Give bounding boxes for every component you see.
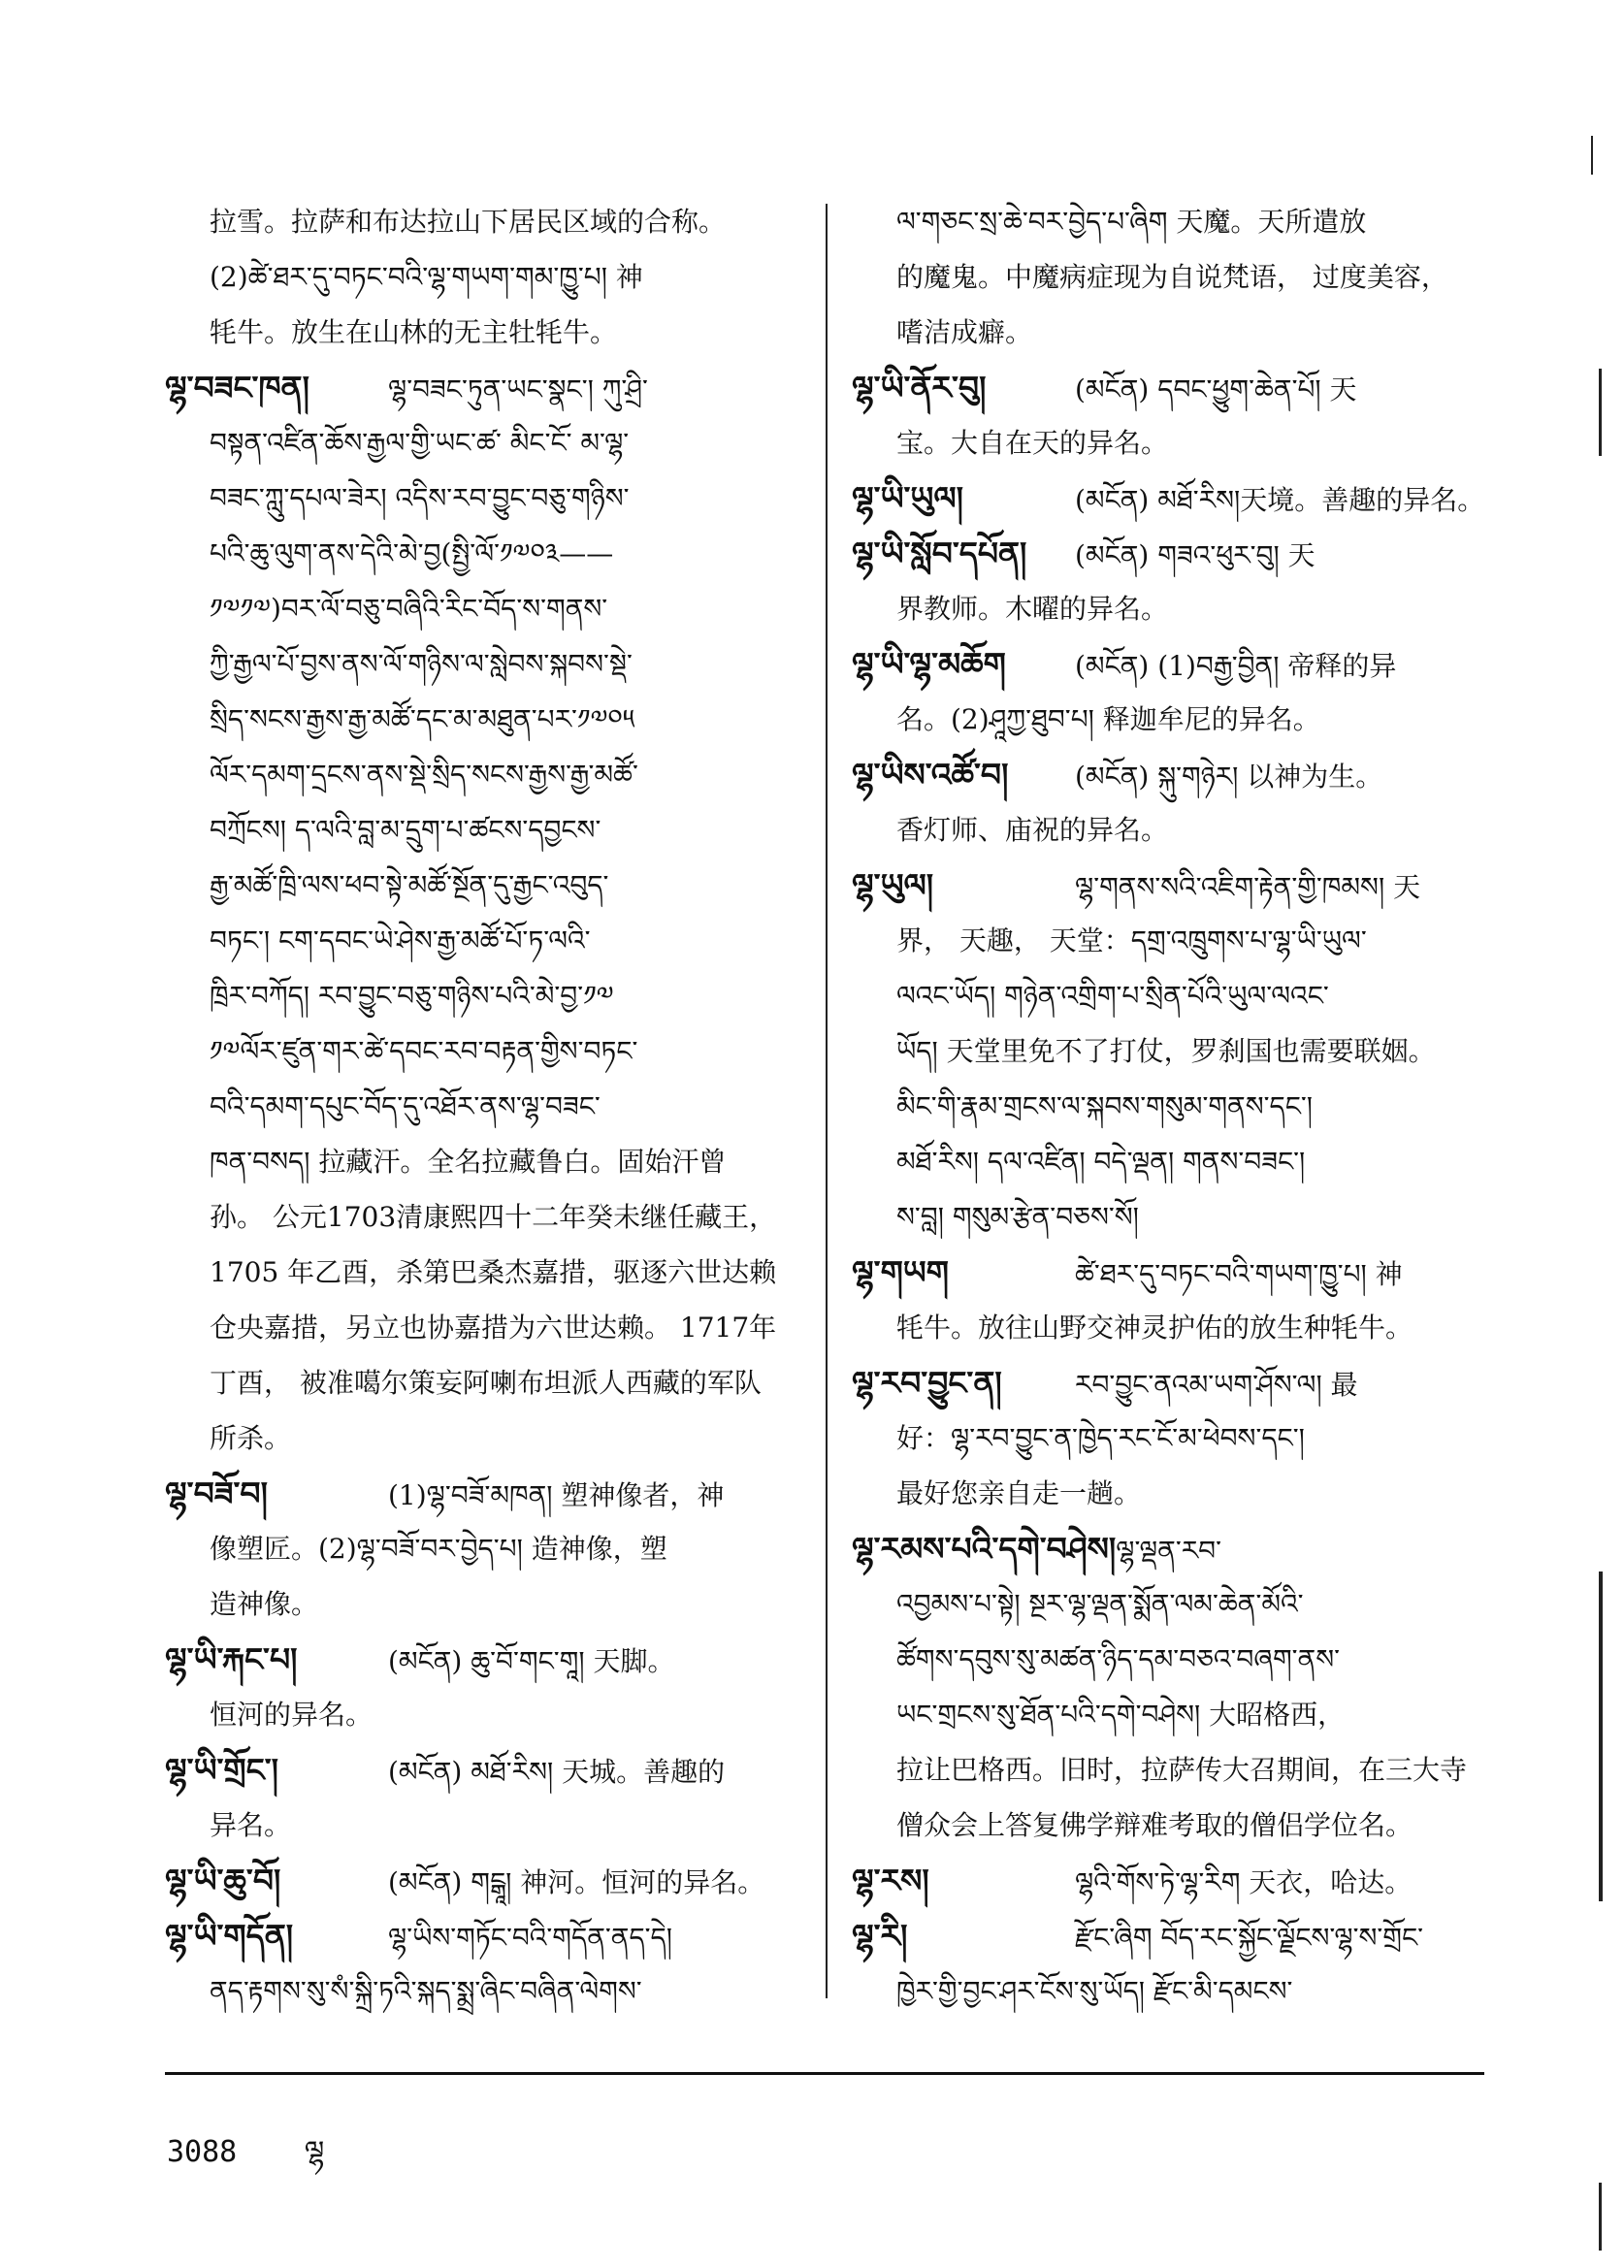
text-line: [165, 249, 810, 305]
text-line: [165, 1576, 810, 1632]
headword: ལྷ་ཡིས་འཚོ་བ།: [852, 756, 1009, 794]
definition-text: ལྷའི་གོས་ཏེ་ལྷ་རིག 天衣，哈达。: [1075, 1866, 1413, 1898]
text-line: [165, 1963, 810, 2019]
footer-rule: [165, 2072, 1484, 2075]
headword: ལྷ་ཡི་ནོར་བུ།: [852, 369, 987, 406]
text-line: [852, 692, 1504, 747]
definition-text: 恒河的异名。: [210, 1699, 374, 1731]
entry-line: [165, 1742, 810, 1798]
text-line: [852, 581, 1504, 636]
text-line: [165, 1079, 810, 1134]
text-line: [165, 305, 810, 360]
entry-line: [165, 360, 810, 415]
definition-text: 界， 天趣， 天堂：དགྲ་འཁྲུགས་པ་ལྷ་ཡི་ཡུལ་: [896, 924, 1367, 956]
definition-text: (མངོན) (1)བརྒྱ་བྱིན། 帝释的异: [1075, 650, 1397, 682]
definition-text: པའི་ཆུ་ལུག་ནས་དེའི་མེ་བྱ(སྤྱི་ལོ་༡༧༠༣——: [210, 537, 614, 569]
text-line: [165, 470, 810, 526]
definition-text: ལྷ་ལྡན་རབ་: [1116, 1535, 1221, 1567]
entry-line: [165, 1853, 810, 1908]
definition-text: འབྱམས་པ་སྟེ། སྔར་ལྷ་ལྡན་སྨོན་ལམ་ཆེན་མོའི་: [896, 1588, 1304, 1620]
entry-line: [852, 470, 1504, 526]
text-line: [852, 249, 1504, 305]
text-line: [852, 1576, 1504, 1632]
scan-mark: [1591, 136, 1593, 175]
definition-text: 牦牛。放往山野交神灵护佑的放生种牦牛。: [896, 1312, 1413, 1344]
definition-text: མཐོ་རིས། དལ་འཛིན། བདེ་ལྡན། གནས་བཟང་།: [896, 1146, 1306, 1178]
definition-text: སྲིད་སངས་རྒྱས་རྒྱ་མཚོ་དང་མ་མཐུན་པར་༡༧༠༥: [210, 703, 635, 735]
definition-text: (མངོན) སྐུ་གཉེར། 以神为生。: [1075, 761, 1383, 793]
text-line: [165, 1134, 810, 1189]
definition-text: 牦牛。放生在山林的无主牡牦牛。: [210, 316, 618, 348]
definition-text: མིང་གི་རྣམ་གྲངས་ལ་སྐབས་གསུམ་གནས་དང་།: [896, 1090, 1313, 1122]
text-line: [852, 1632, 1504, 1687]
text-line: [852, 802, 1504, 858]
headword: ལྷ་གཡག: [852, 1253, 949, 1291]
definition-text: 嗜洁成癖。: [896, 316, 1033, 348]
entry-line: [852, 636, 1504, 692]
definition-text: ༡༧༡༧)བར་ལོ་བཅུ་བཞིའི་རིང་བོད་ས་གནས་: [210, 593, 608, 625]
definition-text: (མངོན) མཐོ་རིས།天境。善趣的异名。: [1075, 484, 1485, 516]
definition-text: 界教师。木曜的异名。: [896, 593, 1169, 625]
text-line: [165, 1023, 810, 1079]
definition-text: ཁྱེར་གྱི་བྱང་ཤར་ངོས་སུ་ཡོད། རྫོང་མི་དམངས་: [896, 1975, 1293, 2007]
section-letter: ལྷ: [304, 2135, 325, 2169]
entry-line: [165, 1908, 810, 1963]
text-line: [165, 636, 810, 692]
headword: ལྷ་རས།: [852, 1862, 929, 1899]
definition-text: ལྷ་ཡིས་གཏོང་བའི་གདོན་ནད་དེ།: [388, 1922, 672, 1954]
text-line: [852, 1742, 1504, 1798]
definition-text: 1705 年乙酉，杀第巴桑杰嘉措，驱逐六世达赖: [210, 1256, 777, 1288]
text-line: [165, 1300, 810, 1355]
headword: ལྷ་ཡི་སློབ་དཔོན།: [852, 535, 1027, 572]
scan-mark: [1599, 369, 1602, 456]
text-line: [852, 1466, 1504, 1521]
definition-text: ཚོགས་དབུས་སུ་མཚན་ཉིད་དམ་བཅའ་བཞག་ནས་: [896, 1643, 1340, 1675]
headword: ལྷ་ཡི་རྐང་པ།: [165, 1640, 298, 1678]
headword: ལྷ་ཡི་ཆུ་བོ།: [165, 1862, 281, 1899]
text-line: [165, 1687, 810, 1742]
text-line: [165, 1355, 810, 1410]
definition-text: (མངོན) དབང་ཕྱུག་ཆེན་པོ། 天: [1075, 373, 1357, 405]
definition-text: བཀྲོངས། ད་ལའི་བླ་མ་དྲུག་པ་ཚངས་དབྱངས་: [210, 814, 601, 846]
definition-text: ༡༧ལོར་ཛུན་གར་ཚེ་དབང་རབ་བརྟན་གྱིས་བཏང་: [210, 1035, 638, 1067]
text-line: [165, 692, 810, 747]
definition-text: ནད་རྟགས་སུ་སཾ་སྐྲི་ཏའི་སྐད་སྨྲ་ཞིང་བཞིན་ལེགས་: [210, 1975, 642, 2007]
scan-mark: [1599, 2183, 1602, 2251]
text-line: [165, 1189, 810, 1245]
definition-text: 异名。: [210, 1809, 292, 1841]
text-line: [852, 913, 1504, 968]
definition-text: (1)ལྷ་བཟོ་མཁན། 塑神像者，神: [388, 1479, 725, 1511]
headword: ལྷ་རབ་བྱུང་ན།: [852, 1364, 1002, 1402]
definition-text: 僧众会上答复佛学辩难考取的僧侣学位名。: [896, 1809, 1413, 1841]
entry-line: [852, 1521, 1504, 1576]
text-line: [852, 968, 1504, 1023]
headword: ལྷ་བཟོ་བ།: [165, 1474, 268, 1512]
definition-text: བསྟན་འཛིན་ཆོས་རྒྱལ་གྱི་ཡང་ཚ་ མིང་ངོ་ མ་ལྷ་: [210, 427, 630, 459]
definition-text: 拉雪。拉萨和布达拉山下居民区域的合称。: [210, 206, 727, 238]
right-column: [852, 194, 1504, 2019]
text-line: [165, 1410, 810, 1466]
definition-text: (མངོན) ཆུ་བོ་གང་གཱ། 天脚。: [388, 1645, 675, 1677]
text-line: [165, 415, 810, 470]
entry-line: [852, 1355, 1504, 1410]
definition-text: 像塑匠。(2)ལྷ་བཟོ་བར་བྱེད་པ། 造神像，塑: [210, 1533, 667, 1565]
definition-text: (མངོན) མཐོ་རིས། 天城。善趣的: [388, 1756, 726, 1788]
headword: ལྷ་ཡི་གདོན།: [165, 1917, 294, 1955]
text-line: [165, 802, 810, 858]
definition-text: ལྷ་གནས་སའི་འཇིག་རྟེན་གྱི་ཁམས། 天: [1075, 871, 1421, 903]
headword: ལྷ་ཡི་ཡུལ།: [852, 479, 963, 517]
definition-text: རྫོང་ཞིག བོད་རང་སྐྱོང་ལྗོངས་ལྷ་ས་གྲོང་: [1075, 1922, 1424, 1954]
definition-text: ཡོད། 天堂里免不了打仗，罗刹国也需要联姻。: [896, 1035, 1436, 1067]
definition-text: ཀྱི་རྒྱལ་པོ་བྱས་ནས་ལོ་གཉིས་ལ་སླེབས་སྐབས་སྡེ་: [210, 648, 633, 680]
definition-text: 孙。 公元1703清康熙四十二年癸未继任藏王，: [210, 1201, 777, 1233]
text-line: [165, 1798, 810, 1853]
text-line: [852, 1079, 1504, 1134]
entry-line: [165, 1632, 810, 1687]
headword: ལྷ་ཡུལ།: [852, 866, 934, 904]
headword: ལྷ་ཡི་ལྷ་མཆོག: [852, 645, 1006, 683]
text-line: [165, 1245, 810, 1300]
text-line: [852, 1189, 1504, 1245]
entry-line: [852, 1908, 1504, 1963]
definition-text: 的魔鬼。中魔病症现为自说梵语， 过度美容，: [896, 261, 1448, 293]
definition-text: ལའང་ཡོད། གཉེན་འགྲིག་པ་སྲིན་པོའི་ཡུལ་ལའང་: [896, 980, 1329, 1012]
text-line: [852, 1023, 1504, 1079]
text-line: [165, 194, 810, 249]
definition-text: བཏང་། ངག་དབང་ཡེ་ཤེས་རྒྱ་མཚོ་པོ་ཏ་ལའི་: [210, 924, 591, 956]
text-line: [852, 194, 1504, 249]
text-line: [165, 858, 810, 913]
entry-line: [852, 858, 1504, 913]
definition-text: 宝。大自在天的异名。: [896, 427, 1169, 459]
definition-text: 造神像。: [210, 1588, 319, 1620]
definition-text: 丁酉， 被准噶尔策妄阿喇布坦派人西藏的军队: [210, 1367, 762, 1399]
headword: ལྷ་རམས་པའི་དགེ་བཤེས།: [852, 1530, 1117, 1568]
definition-text: (མངོན) གངྒཱ། 神河。恒河的异名。: [388, 1866, 765, 1898]
definition-text: 名。(2)ཤཱཀྱ་ཐུབ་པ། 释迦牟尼的异名。: [896, 703, 1320, 735]
scan-mark: [1599, 1571, 1603, 1901]
text-line: [852, 1963, 1504, 2019]
definition-text: (མངོན) གཟའ་ཕུར་བུ། 天: [1075, 539, 1315, 571]
entry-line: [852, 360, 1504, 415]
definition-text: 仓央嘉措，另立也协嘉措为六世达赖。 1717年: [210, 1312, 777, 1344]
headword: ལྷ་ཡི་གྲོང་།: [165, 1751, 278, 1789]
entry-line: [852, 747, 1504, 802]
headword: ལྷ་རི།: [852, 1917, 908, 1955]
text-line: [165, 747, 810, 802]
definition-text: ཚེ་ཐར་དུ་བཏང་བའི་གཡག་ཁྱུ་པ། 神: [1075, 1258, 1403, 1290]
definition-text: ལ་གཅང་སྲ་ཆེ་བར་བྱེད་པ་ཞིག 天魔。天所遣放: [896, 206, 1367, 238]
definition-text: ཁན་བསད། 拉藏汗。全名拉藏鲁白。固始汗曾: [210, 1146, 727, 1178]
definition-text: 最好您亲自走一趟。: [896, 1477, 1142, 1509]
definition-text: ས་བླ། གསུམ་རྩེན་བཅས་སོ།: [896, 1201, 1139, 1233]
column-divider: [826, 204, 828, 1998]
definition-text: རབ་བྱུང་ནའམ་ཡག་ཤོས་ལ། 最: [1075, 1369, 1358, 1401]
text-line: [852, 1134, 1504, 1189]
definition-text: བཟང་ཀླུ་དཔལ་ཟེར། འདིས་རབ་བྱུང་བཅུ་གཉིས་: [210, 482, 630, 514]
text-line: [852, 1798, 1504, 1853]
text-line: [852, 1687, 1504, 1742]
entry-line: [165, 1466, 810, 1521]
text-line: [852, 305, 1504, 360]
page-number: 3088: [167, 2135, 238, 2169]
text-line: [852, 1300, 1504, 1355]
entry-line: [852, 1245, 1504, 1300]
text-line: [165, 913, 810, 968]
definition-text: 好：ལྷ་རབ་བྱུང་ན་ཁྱེད་རང་ངོ་མ་ཕེབས་དང་།: [896, 1422, 1305, 1454]
text-line: [165, 968, 810, 1023]
page-footer: [167, 2120, 382, 2201]
definition-text: ཁྲིར་བཀོད། རབ་བྱུང་བཅུ་གཉིས་པའི་མེ་བྱ་༡༧: [210, 980, 614, 1012]
entry-line: [852, 1853, 1504, 1908]
left-column: [165, 194, 810, 2019]
text-line: [165, 526, 810, 581]
entry-line: [852, 526, 1504, 581]
text-line: [852, 415, 1504, 470]
definition-text: ལོར་དམག་དྲངས་ནས་སྡེ་སྲིད་སངས་རྒྱས་རྒྱ་མཚོ་: [210, 759, 638, 791]
text-line: [852, 1410, 1504, 1466]
text-line: [165, 1521, 810, 1576]
definition-text: བའི་དམག་དཔུང་བོད་དུ་འཐོར་ནས་ལྷ་བཟང་: [210, 1090, 601, 1122]
definition-text: 拉让巴格西。旧时，拉萨传大召期间，在三大寺: [896, 1754, 1468, 1786]
text-line: [165, 581, 810, 636]
headword: ལྷ་བཟང་ཁན།: [165, 369, 309, 406]
definition-text: ལྷ་བཟང་ཏུན་ཡང་སྣང་། ཀུ་ཤྲི་: [388, 373, 648, 405]
definition-text: (2)ཚེ་ཐར་དུ་བཏང་བའི་ལྷ་གཡག་གམ་ཁྱུ་པ། 神: [210, 261, 643, 293]
definition-text: 香灯师、庙祝的异名。: [896, 814, 1169, 846]
definition-text: ཡང་གྲངས་སུ་ཐོན་པའི་དགེ་བཤེས། 大昭格西，: [896, 1699, 1346, 1731]
definition-text: རྒྱ་མཚོ་ཁྲི་ལས་ཕབ་སྟེ་མཚོ་སྔོན་དུ་རྒྱང་འབུད་: [210, 869, 609, 901]
definition-text: 所杀。: [210, 1422, 292, 1454]
